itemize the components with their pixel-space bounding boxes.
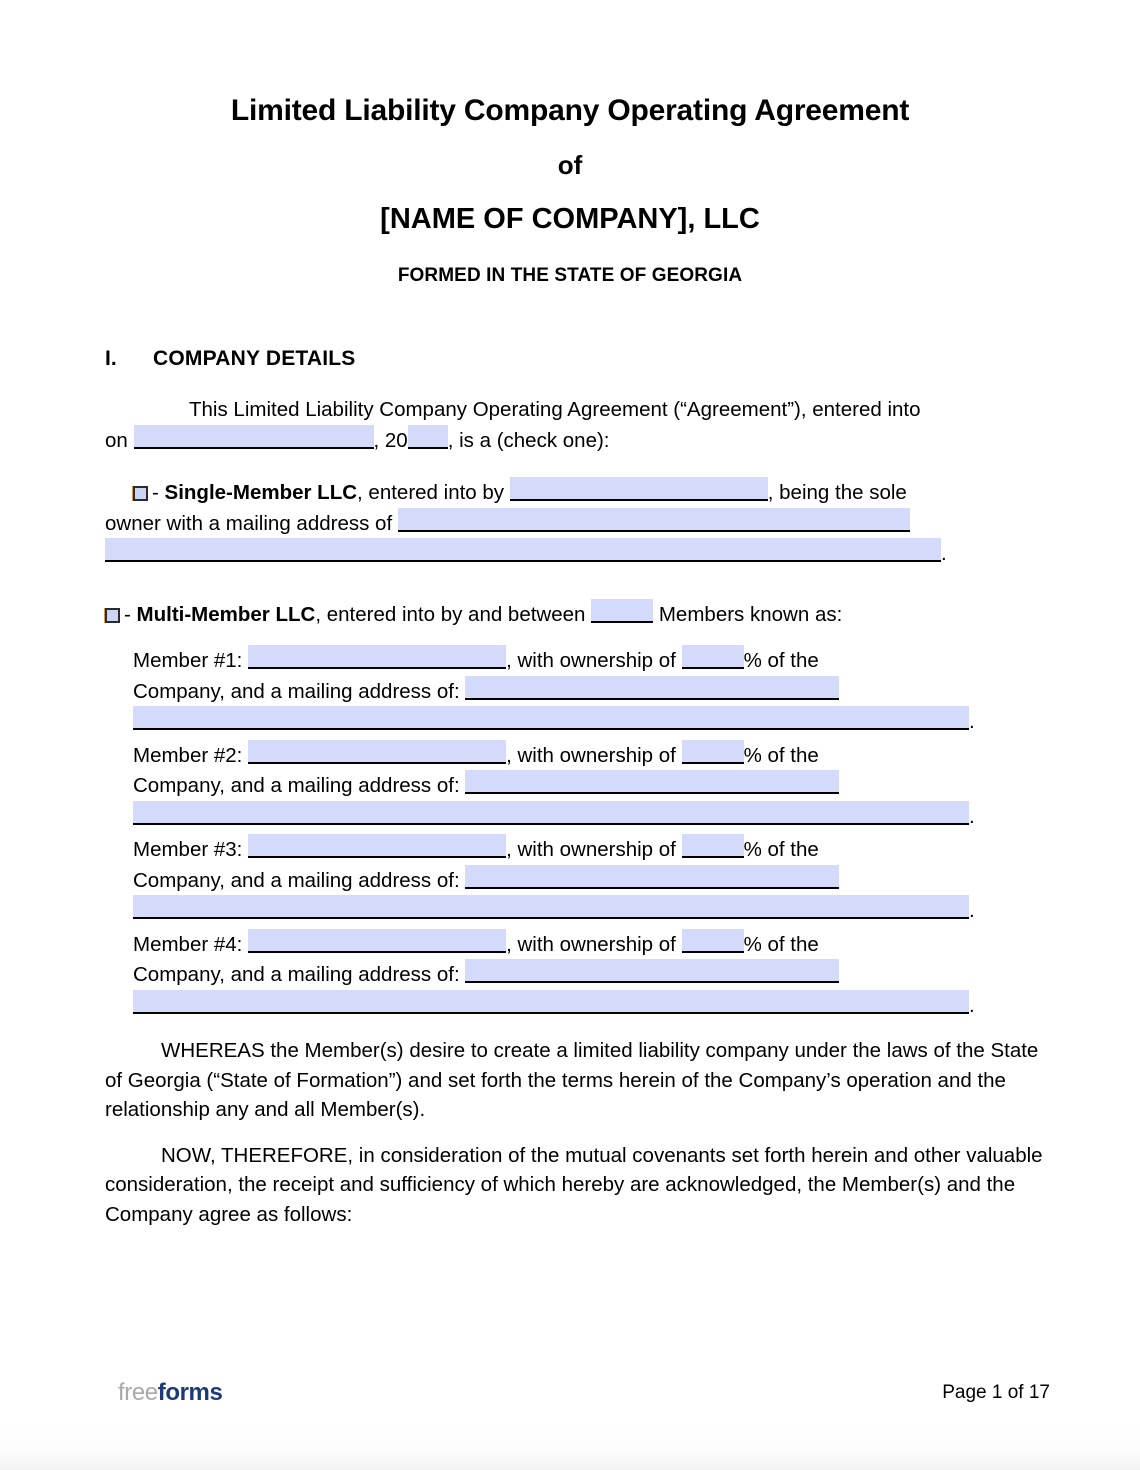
option-multi-member[interactable] xyxy=(105,599,1047,630)
single-member-text-1: , entered into by xyxy=(357,481,505,504)
title-connector-of: of xyxy=(557,150,583,180)
intro-on-word: on xyxy=(105,428,128,452)
member-3-address-label: Company, and a mailing address of: xyxy=(133,868,460,892)
member-1-address-row-2 xyxy=(133,706,1047,737)
page-bottom-shadow xyxy=(0,1424,1140,1470)
single-member-dash: - xyxy=(152,481,159,504)
freeforms-logo xyxy=(118,1379,222,1407)
member-4-label: Member #4: xyxy=(133,932,243,956)
member-1-address-field-1[interactable] xyxy=(465,676,839,700)
member-entry-2 xyxy=(105,740,1047,832)
section-number: I. xyxy=(105,347,117,370)
single-member-address-field-2[interactable] xyxy=(105,538,941,562)
single-member-address-line xyxy=(105,508,1047,539)
member-4-address-row-2 xyxy=(133,990,1047,1021)
member-2-ownership-text: , with ownership of xyxy=(506,743,676,767)
logo-text-free: free xyxy=(118,1379,158,1406)
member-2-address-row-2 xyxy=(133,801,1047,832)
multi-member-text-2: Members known as: xyxy=(658,602,843,626)
member-3-label: Member #3: xyxy=(133,838,243,861)
intro-date-line xyxy=(105,425,1047,456)
member-3-address-field-2[interactable] xyxy=(133,895,969,919)
member-1-name-row xyxy=(133,645,1047,676)
member-entry-1 xyxy=(105,645,1047,737)
member-1-period: . xyxy=(969,710,975,733)
member-1-ownership-field[interactable] xyxy=(682,645,744,669)
member-3-address-row-2 xyxy=(133,895,1047,926)
single-member-address-field-1[interactable] xyxy=(398,508,910,532)
document-body xyxy=(0,347,1140,1229)
member-1-address-label: Company, and a mailing address of: xyxy=(133,679,460,703)
member-3-name-row xyxy=(133,834,1047,865)
intro-after-year: , is a (check one): xyxy=(447,428,610,452)
single-member-name-field[interactable] xyxy=(510,477,768,501)
section-title: COMPANY DETAILS xyxy=(153,347,356,370)
member-3-address-field-1[interactable] xyxy=(465,865,839,889)
page-number: Page 1 of 17 xyxy=(942,1382,1050,1403)
member-3-percent-text: % of the xyxy=(743,838,819,861)
title-company-name: [NAME OF COMPANY], LLC xyxy=(380,203,760,235)
title-state-of-formation: FORMED IN THE STATE OF GEORGIA xyxy=(397,265,743,286)
recital-now-therefore: NOW, THEREFORE, in consideration of the mutual covenants set forth herein and other valuable consideration, the receipt and sufficiency of which hereby are acknowledged, the Member(s) and the Company agree as follows: xyxy=(105,1143,1043,1226)
member-entry-4 xyxy=(105,929,1047,1021)
year-field[interactable] xyxy=(408,425,448,449)
single-member-period: . xyxy=(941,542,947,565)
member-4-name-row xyxy=(133,929,1047,960)
member-4-percent-text: % of the xyxy=(743,932,819,956)
member-4-address-field-1[interactable] xyxy=(465,959,839,983)
logo-text-forms: forms xyxy=(157,1379,223,1406)
member-4-period: . xyxy=(969,993,975,1017)
document-title-block xyxy=(0,0,1140,287)
intro-line-a: This Limited Liability Company Operating Agreement (“Agreement”), entered into xyxy=(189,398,921,421)
member-3-ownership-text: , with ownership of xyxy=(506,838,676,861)
member-1-ownership-text: , with ownership of xyxy=(506,649,676,672)
intro-year-prefix: , 20 xyxy=(373,428,408,452)
intro-paragraph xyxy=(105,395,1047,425)
member-1-address-field-2[interactable] xyxy=(133,706,969,730)
single-member-text-3: owner with a mailing address of xyxy=(105,511,393,535)
member-3-address-row xyxy=(133,865,1047,896)
member-2-label: Member #2: xyxy=(133,743,243,767)
date-field[interactable] xyxy=(134,425,374,449)
member-1-label: Member #1: xyxy=(133,649,243,672)
member-2-percent-text: % of the xyxy=(743,743,819,767)
member-4-ownership-field[interactable] xyxy=(682,929,744,953)
member-2-address-field-2[interactable] xyxy=(133,801,969,825)
checkbox-icon-multi-member[interactable] xyxy=(105,608,120,623)
member-3-name-field[interactable] xyxy=(248,834,506,858)
member-2-ownership-field[interactable] xyxy=(682,740,744,764)
option-single-member[interactable] xyxy=(105,477,1047,508)
member-count-field[interactable] xyxy=(591,599,653,623)
member-1-percent-text: % of the xyxy=(743,649,819,672)
member-2-name-row xyxy=(133,740,1047,771)
multi-member-text-1: , entered into by and between xyxy=(315,602,586,626)
member-4-address-field-2[interactable] xyxy=(133,990,969,1014)
member-2-address-label: Company, and a mailing address of: xyxy=(133,774,460,797)
member-2-period: . xyxy=(969,804,975,828)
recital-whereas: WHEREAS the Member(s) desire to create a limited liability company under the laws of the State of Georgia (“State of Formation”) and set forth the terms herein of the Company’s operation and the relationship any and all Member(s). xyxy=(105,1039,1039,1121)
page-footer xyxy=(0,1376,1140,1410)
single-member-label: Single-Member LLC xyxy=(164,481,358,504)
member-3-period: . xyxy=(969,899,975,922)
multi-member-label: Multi-Member LLC xyxy=(136,602,316,626)
member-4-address-label: Company, and a mailing address of: xyxy=(133,963,460,986)
member-3-ownership-field[interactable] xyxy=(682,834,744,858)
section-heading-company-details xyxy=(105,347,1047,371)
member-entry-3 xyxy=(105,834,1047,926)
single-member-address-line-2 xyxy=(105,538,1047,569)
member-2-name-field[interactable] xyxy=(248,740,506,764)
member-2-address-field-1[interactable] xyxy=(465,770,839,794)
checkbox-icon-single-member[interactable] xyxy=(133,486,148,501)
member-4-name-field[interactable] xyxy=(248,929,506,953)
member-2-address-row xyxy=(133,770,1047,801)
page-title: Limited Liability Company Operating Agreement xyxy=(230,94,910,127)
member-1-name-field[interactable] xyxy=(248,645,506,669)
multi-member-dash: - xyxy=(124,602,131,626)
member-4-address-row xyxy=(133,959,1047,990)
member-4-ownership-text: , with ownership of xyxy=(506,932,676,956)
single-member-text-2: , being the sole xyxy=(767,481,907,504)
member-1-address-row xyxy=(133,676,1047,707)
